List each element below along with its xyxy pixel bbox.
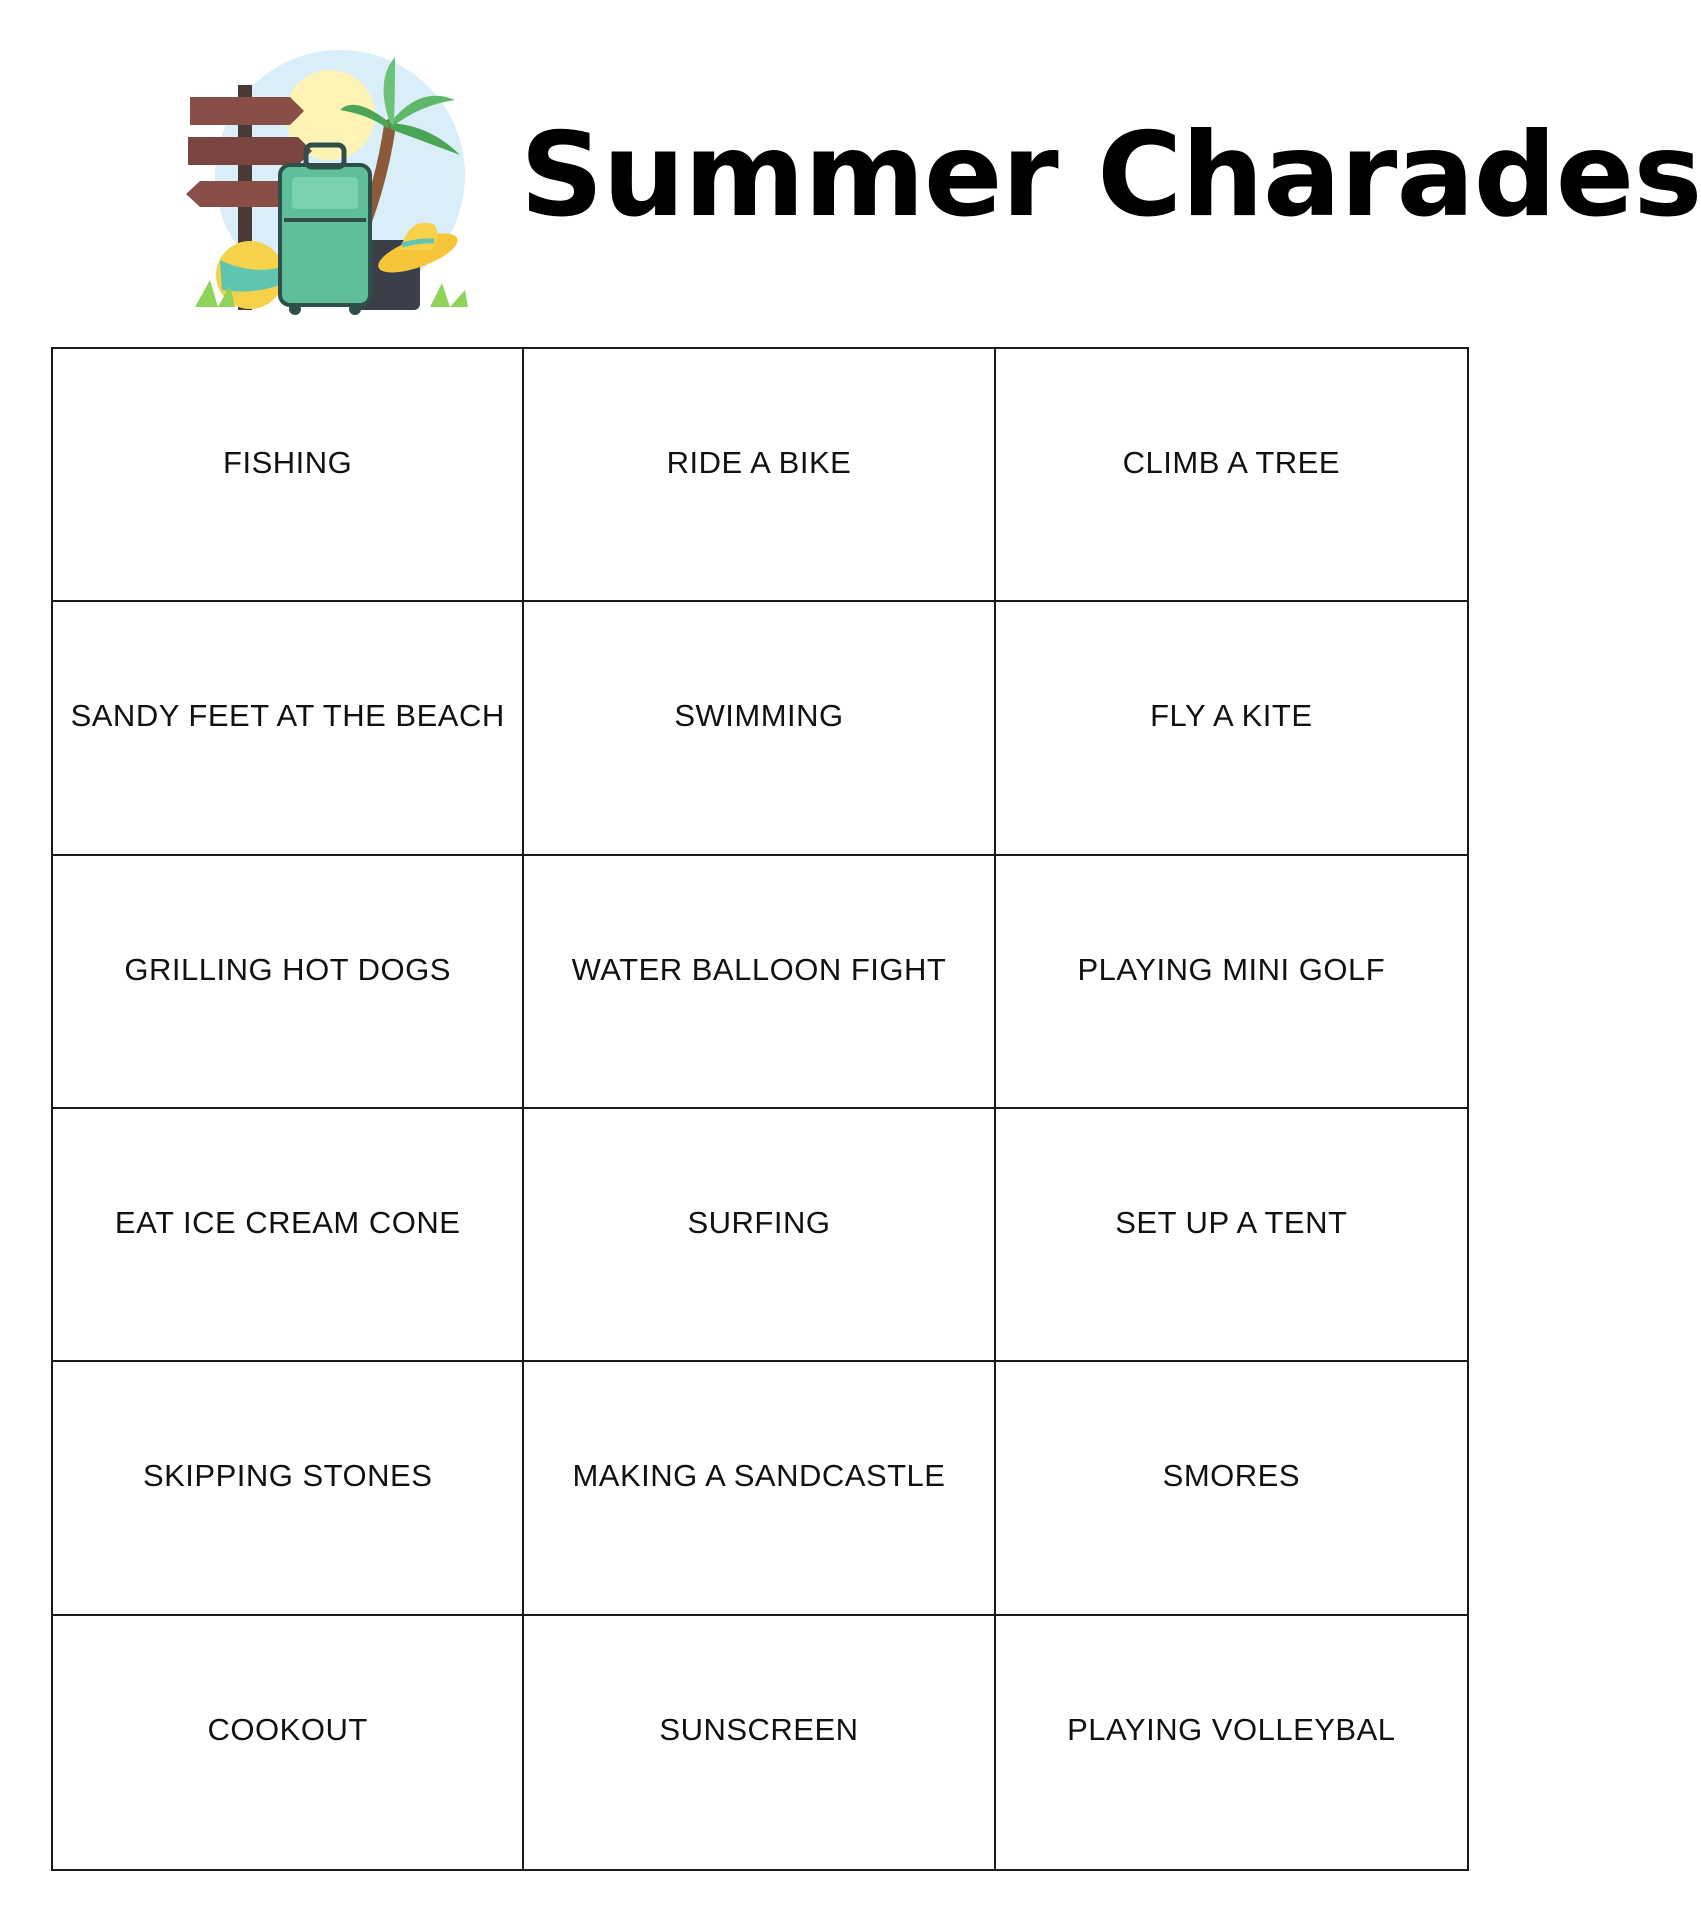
charades-card: SMORES (996, 1362, 1467, 1615)
charades-card: SURFING (524, 1109, 995, 1362)
page-header (0, 0, 1701, 340)
summer-travel-illustration-icon (180, 45, 480, 315)
charades-card: CLIMB A TREE (996, 349, 1467, 602)
charades-card-grid (51, 347, 1469, 1871)
charades-card: PLAYING VOLLEYBAL (1067, 1711, 1396, 1747)
page-title: Summer Charades (520, 108, 1701, 243)
charades-card: SKIPPING STONES (53, 1362, 524, 1615)
charades-card: RIDE A BIKE (524, 349, 995, 602)
charades-card: SANDY FEET AT THE BEACH (53, 602, 524, 855)
charades-card: WATER BALLOON FIGHT (524, 856, 995, 1109)
charades-card: COOKOUT (53, 1616, 524, 1869)
charades-card: SET UP A TENT (996, 1109, 1467, 1362)
charades-card: MAKING A SANDCASTLE (524, 1362, 995, 1615)
charades-card: SWIMMING (524, 602, 995, 855)
charades-card: EAT ICE CREAM CONE (53, 1109, 524, 1362)
charades-card: GRILLING HOT DOGS (53, 856, 524, 1109)
charades-card: FLY A KITE (996, 602, 1467, 855)
charades-card: SUNSCREEN (524, 1616, 995, 1869)
charades-card: PLAYING MINI GOLF (996, 856, 1467, 1109)
charades-card: FISHING (53, 349, 524, 602)
